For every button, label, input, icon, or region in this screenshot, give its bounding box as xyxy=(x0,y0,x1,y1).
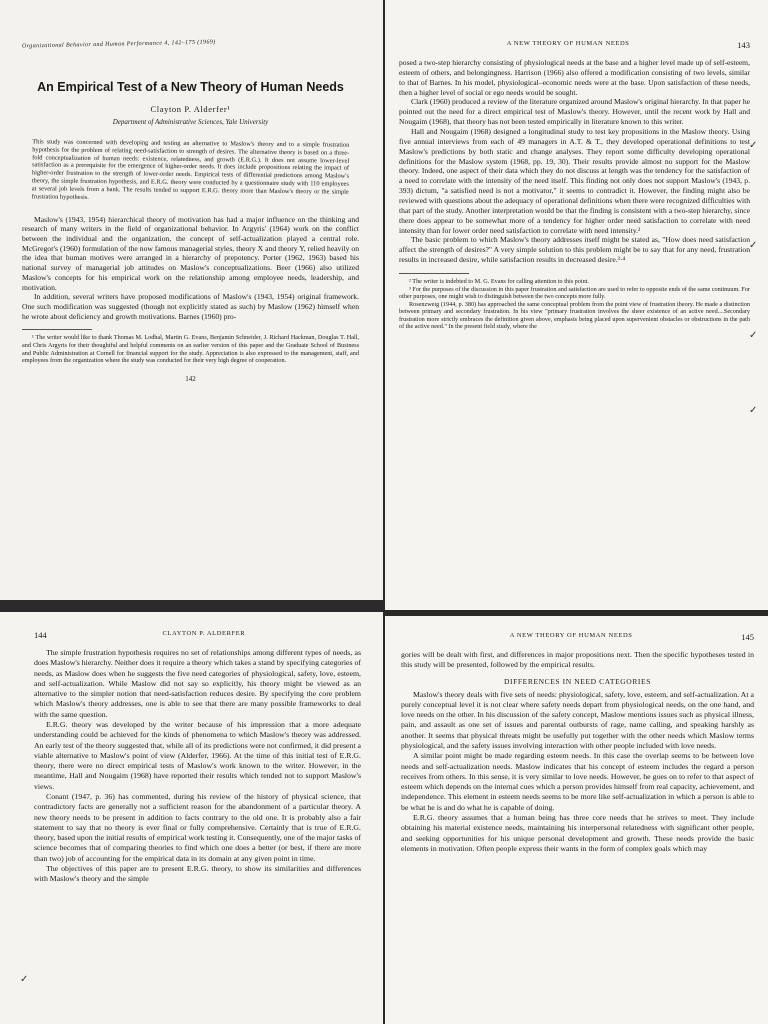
check-mark-icon: ✓ xyxy=(749,330,758,341)
check-mark-icon: ✓ xyxy=(749,140,758,151)
paragraph: The basic problem to which Maslow's theory addresses itself might be stated as, "How does need satisfaction affect the strength of desires?" A very simple solution to this problem might be to say that for any need, frustration results in increased desire, while satisfaction results in decreased desire.³·⁴ xyxy=(399,235,750,265)
footnote: ² The writer is indebted to M. G. Evans for calling attention to this point. xyxy=(409,278,589,286)
article-title: An Empirical Test of a New Theory of Human Needs xyxy=(37,80,344,94)
running-header xyxy=(401,632,754,642)
page-number: 142 xyxy=(185,374,196,383)
running-header xyxy=(399,40,750,50)
page-144 xyxy=(0,612,383,1024)
paragraph: The simple frustration hypothesis requires no set of relationships among different types of needs, as does Maslow's hierarchy. Neither does it require a theory which takes a stand by specifying categories of needs, as Maslow does when he suggests the five need categories of physiological, safety, love, esteem, and self-actualization. While Maslow did not say so explicitly, his theory might be viewed as an alternative to the simpler notion that need-satisfaction reduces desire. By specifying the core problem which Maslow's theory addresses, one is able to see that there are many possible frameworks to deal with the same question. xyxy=(34,648,361,719)
check-mark-icon: ✓ xyxy=(749,405,758,416)
running-head-title: A NEW THEORY OF HUMAN NEEDS xyxy=(506,40,630,47)
footnote-rule xyxy=(22,329,92,330)
body-text xyxy=(22,215,359,322)
paragraph: Clark (1960) produced a review of the literature organized around Maslow's original hierarchy. In that paper he pointed out the need for a direct empirical test of Maslow's theory. However, until the recent work by Hall and Nougaim (1968), that theory has not been tested empirically in literature known to this writer. xyxy=(399,97,750,127)
abstract: This study was concerned with developing and testing an alternative to Maslow's theory and to a simple frustration hypothesis for the problem of relating need-satisfaction to strength of desires. The alternative theory is based on a three-fold conceptualization of human needs: existence, relatedness, and growth (E.R.G.). It does not assume lower-level satisfaction as a prerequisite for the emergence of higher-order needs. It does include propositions relating the impact of higher-order frustration to the strength of lower-order needs. Empirical tests of differential predictions among Maslow's theory, the simple frustration hypothesis, and E.R.G. theory were conducted by a questionnaire study with 110 employees at several job levels from a bank. The results tended to support E.R.G. theory more than Maslow's theory or the simple frustration hypothesis. xyxy=(31,138,350,201)
author-affiliation: Department of Administrative Sciences, Yale University xyxy=(112,118,269,126)
author-name: Clayton P. Alderfer¹ xyxy=(150,104,231,114)
paragraph: The objectives of this paper are to present E.R.G. theory, to show its similarities and differences with Maslow's theory and the simple xyxy=(34,863,361,884)
page-number: 143 xyxy=(737,40,750,50)
footnote: ¹ The writer would like to thank Thomas M. Lodhal, Martin G. Evans, Benjamin Schneider, J. Richard Hackman, Douglas T. Hall, and Chris Argyris for their thoughtful and helpful comments on an earlier version of this paper and the Graduate School of Business and Public Administration at Cornell for financial support for the study. Appreciation is also expressed to the management, staff, and employees from the organization where the study was conducted for their very high degree of cooperation. xyxy=(22,334,359,365)
footnote: ³ For the purposes of the discussion in this paper frustration and satisfaction are used to refer to opposite ends of the same continuum. For other purposes, one might wish to distinguish between the two concepts more fully. xyxy=(399,285,750,301)
footnote: Rosenzweig (1944, p. 380) has approached the same conceptual problem from the point view of frustration theory. He made a distinction between primary and secondary frustration. In his view "primary frustration involves the sheer existence of an active need....Secondary frustration more strictly embraces the definition given above, emphasis being placed upon supervenient obstacles or obstructions in the path of the active need." In the present field study, where the xyxy=(399,300,750,331)
paragraph: Conant (1947, p. 36) has commented, during his review of the history of physical science, that contradictory facts are generally not a sufficient reason for the abandonment of a particular theory. A new theory needs to be present in addition to facts contrary to the old one. It is probably also a fair statement to say that no theory is ever final or fully comprehensive. Certainly that is true of E.R.G. theory, based upon the initial results of empirical work testing it. Consequently, one of the major tasks of science becomes that of comparing theories to find which one does a better (or best, if there are more than two) job of accounting for the empirical data in its domain at any given point in time. xyxy=(34,791,361,863)
check-mark-icon: ✓ xyxy=(749,240,758,251)
paragraph: A similar point might be made regarding esteem needs. In this case the overlap seems to be between love needs and self-actualization needs. Maslow indicates that his concept of esteem includes the regard a person receives from others. In this sense, it is very similar to love needs. However, he goes on to refer to that aspect of esteem which depends on the internal cues which a person provides himself from real capacity, achievement, and independence. This element in esteem needs seems to be more like self-actualization in which a person is able to be what he is and do what he is capable of doing. xyxy=(401,751,754,812)
running-head-title: A NEW THEORY OF HUMAN NEEDS xyxy=(509,632,633,639)
body-text xyxy=(401,690,754,855)
paragraph: In addition, several writers have proposed modifications of Maslow's (1943, 1954) original framework. One such modification was suggested (though not explicitly stated as such) by Maslow (1962) himself when he wrote about deficiency and growth motivations. Barnes (1960) pro- xyxy=(22,292,359,321)
paragraph: posed a two-step hierarchy consisting of physiological needs at the base and a higher level made up of self-esteem, esteem of others, and belongingness. Harrison (1966) also offered a modification consisting of two levels, similar to that of Barnes. In his model, physiological–economic needs were at the base. Upon satisfaction of these needs, then a higher level of social or ego needs would be sought. xyxy=(399,58,750,97)
body-text xyxy=(401,650,754,671)
section-heading: DIFFERENCES IN NEED CATEGORIES xyxy=(504,676,651,686)
check-mark-icon: ✓ xyxy=(20,974,29,985)
paragraph: E.R.G. theory was developed by the writer because of his impression that a more adequate understanding could be achieved for the kinds of phenomena to which Maslow's theory was addressed. An early test of the theory suggested that, while all of its predictions were not confirmed, it did present a viable alternative to Maslow's point of view (Alderfer, 1966). At the time of this initial test of E.R.G. theory, there were no direct empirical tests of Maslow's work known to the writer. However, in the meantime, Hall and Nougaim (1968) have reported their results which tended not to support Maslow's views. xyxy=(34,719,361,791)
page-number: 145 xyxy=(741,632,754,642)
paragraph: gories will be dealt with first, and differences in major propositions next. Then the specific hypotheses tested in this study will be presented, followed by the empirical results. xyxy=(401,650,754,670)
running-header xyxy=(34,630,361,640)
page-143 xyxy=(385,0,768,610)
paragraph: Maslow's theory deals with five sets of needs: physiological, safety, love, esteem, and self-actualization. At a purely conceptual level it is not clear where safety needs depart from physiological needs, on the one hand, and love needs on the other. In his discussion of the safety concept, Maslow mentions issues such as physical illness, pain, and assault as one set of issues and parental outbursts of rage, name calling, and speaking harshly as another. It seems that physical threats might be usefully put together with the other needs which Maslow terms physiological, and the safety issues involving interaction with other people included with love needs. xyxy=(401,689,754,750)
page-142 xyxy=(0,0,383,600)
running-head-title: CLAYTON P. ALDERFER xyxy=(162,630,246,637)
paragraph: E.R.G. theory assumes that a human being has three core needs that he strives to meet. They include obtaining his material existence needs, maintaining his interpersonal relatedness with significant other people, and seeking opportunities for his unique personal development and growth. These needs provide the basic elements in motivation. Often people express their wants in the form of complex goals which may xyxy=(401,812,754,853)
body-text xyxy=(399,58,750,265)
journal-citation: Organizational Behavior and Human Performance 4, 142–175 (1969) xyxy=(21,39,216,50)
paragraph: Maslow's (1943, 1954) hierarchical theory of motivation has had a major influence on the thinking and research of many writers in the field of organizational behavior. In Argyris' (1964) work on the conflict between the individual and the organization, the concept of self-actualization played a central role. McGregor's (1960) formulation of the now famous managerial styles, theory X and theory Y, relied heavily on the idea that human motives were arranged in a hierarchy of prepotency. Porter (1962, 1963) based his national survey of managerial job attitudes on Maslow's conceptualizations. Beer (1966) also utilized Maslow's concepts for his empirical work on the relationship among employee needs, leadership, and motivation. xyxy=(22,214,359,292)
body-text xyxy=(34,648,361,884)
footnote-rule xyxy=(399,273,469,274)
page-145 xyxy=(385,616,768,1024)
paragraph: Hall and Nougaim (1968) designed a longitudinal study to test key propositions in the Maslow theory. Using five annual interviews from each of 49 managers in A.T. & T., they developed operational definitions to test Maslow's predictions by both static and change analyses. They report some difficulty developing operational definitions for the Maslow system (1968, pp. 19, 30). Their results provide almost no support for the Maslow theory. Indeed, one aspect of their data which they do not discuss at length was the tendency for the satisfaction of a need to correlate with the intensity of the need itself. This finding not only does not support Maslow's (1943, p. 393) dictum, "a satisfied need is not a motivator," it seems to contradict it. However, the finding might also be reviewed with questions about the adequacy of operational definitions when there were recognized difficulties with that part of the study. Another interpretation would be that the finding is consistent with a two-step hierarchy, since there does appear to be somewhat more of a tendency for higher order need satisfaction to correlate with need intensity than for lower order need satisfaction to correlate with need intensity.² xyxy=(399,127,750,235)
page-number: 144 xyxy=(34,630,47,640)
